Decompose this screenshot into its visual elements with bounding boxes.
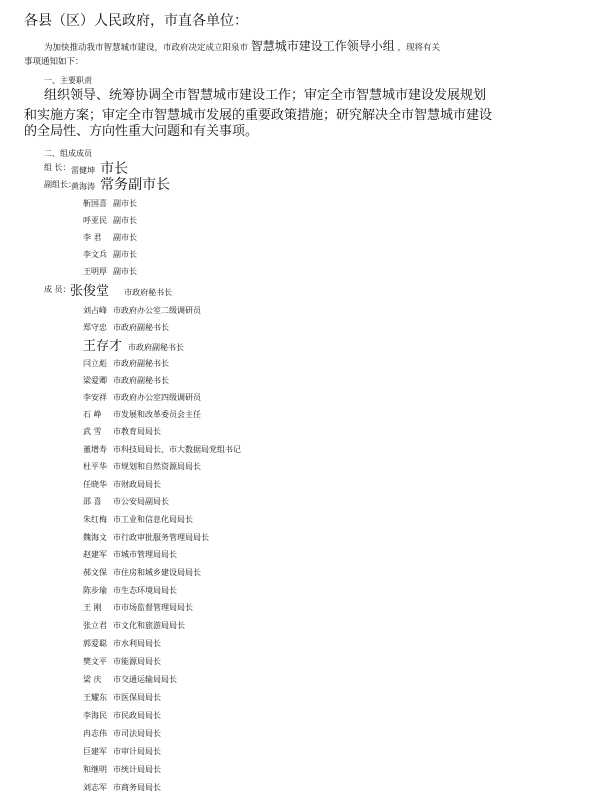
member-role: 市科技局局长、市大数据局党组书记 [113, 445, 241, 454]
member-list-item [83, 428, 161, 436]
member-name: 陈步瑜 [83, 586, 107, 595]
member-list-item [83, 694, 161, 702]
member-list-item [83, 604, 193, 612]
member-list-item [83, 377, 169, 385]
member-role: 市工业和信息化局局长 [113, 515, 193, 524]
intro-prefix-text: 为加快推动我市智慧城市建设，市政府决定成立阳泉市 [44, 43, 249, 53]
member-role: 市生态环境局局长 [113, 586, 177, 595]
member-name: 和继明 [83, 765, 107, 774]
member-role: 市教育局局长 [113, 427, 161, 436]
member-role: 市政府办公室四级调研员 [113, 393, 201, 402]
deputy-leader-name: 黄海涛 [71, 182, 95, 191]
member-list-item [83, 446, 241, 454]
deputy-name: 李文兵 [83, 250, 107, 259]
deputy-list-item [83, 234, 137, 242]
member-name: 朱红梅 [83, 515, 107, 524]
member-head-row [70, 282, 172, 298]
member-list-item [83, 498, 169, 506]
member-role: 市审计局局长 [113, 747, 161, 756]
deputy-list-item [83, 251, 137, 259]
section-title-main-duties: 一、主要职责 [44, 76, 92, 85]
member-name: 王 刚 [83, 603, 102, 612]
member-list-item [83, 360, 169, 368]
member-role: 市民政局局长 [113, 711, 161, 720]
member-list-item [83, 534, 209, 542]
member-list-item [83, 712, 161, 720]
duties-line-3: 的全局性、方向性重大问题和有关事项。 [24, 124, 259, 139]
member-role: 市司法局局长 [113, 729, 161, 738]
deputy-name: 李 君 [83, 233, 102, 242]
member-name: 郝文保 [83, 568, 107, 577]
member-name: 巨建军 [83, 747, 107, 756]
deputy-leader-row [71, 176, 170, 192]
deputy-role: 副市长 [113, 199, 137, 208]
member-name: 王耀东 [83, 693, 107, 702]
deputy-role: 副市长 [113, 250, 137, 259]
intro-emphasis-text: 智慧城市建设工作领导小组 [250, 39, 395, 53]
deputy-name: 靳国喜 [83, 199, 107, 208]
leader-label: 组 长： [44, 163, 71, 172]
member-list-item [83, 394, 201, 402]
member-role: 市住房和城乡建设局局长 [113, 568, 201, 577]
member-role: 市文化和旅游局局长 [113, 621, 185, 630]
member-role: 市商务局局长 [113, 783, 161, 792]
member-list-item [83, 622, 185, 630]
member-list-item [83, 784, 161, 792]
member-head-role: 市政府秘书长 [124, 288, 173, 297]
member-name: 李海民 [83, 711, 107, 720]
member-name: 梁爱卿 [83, 376, 107, 385]
member-list-item [83, 658, 161, 666]
member-name: 张立君 [83, 621, 107, 630]
member-list-item [83, 307, 201, 315]
member-list-item [83, 569, 201, 577]
member-list-item [83, 748, 161, 756]
member-list-item [83, 463, 201, 471]
intro-suffix-text: ，现将有关 [397, 43, 440, 53]
member-name: 董增寿 [83, 445, 107, 454]
member-name: 梁 庆 [83, 675, 102, 684]
member-name: 武 雪 [83, 427, 102, 436]
member-list-item [83, 411, 201, 419]
member-name: 郭爱聪 [83, 639, 107, 648]
duties-line-2: 和实施方案；审定全市智慧城市发展的重要政策措施；研究解决全市智慧城市建设 [24, 108, 493, 123]
member-name: 赵建军 [83, 550, 107, 559]
deputy-role: 副市长 [113, 267, 137, 276]
intro-paragraph-line-1 [44, 40, 440, 53]
member-role: 市统计局局长 [113, 765, 161, 774]
member-name: 任晓华 [83, 480, 107, 489]
deputy-list-item [83, 268, 137, 276]
member-role: 市城市管理局局长 [113, 550, 177, 559]
member-list-item [83, 766, 161, 774]
member-role: 市政府办公室二级调研员 [113, 306, 201, 315]
deputy-list-item [83, 217, 137, 225]
member-name: 杜平华 [83, 462, 107, 471]
member-role: 市行政审批服务管理局局长 [113, 533, 209, 542]
member-role: 市财政局局长 [113, 480, 161, 489]
member-role: 市政府副秘书长 [113, 323, 169, 332]
member-role: 市政府副秘书长 [128, 343, 185, 352]
member-list-item [83, 340, 184, 353]
member-role: 市规划和自然资源局局长 [113, 462, 201, 471]
member-name: 樊文平 [83, 657, 107, 666]
member-name: 郑守忠 [83, 323, 107, 332]
deputy-role: 副市长 [113, 233, 137, 242]
member-list-item [83, 324, 169, 332]
member-head-name: 张俊堂 [70, 284, 110, 299]
member-name: 刘志军 [83, 783, 107, 792]
member-name: 冉志伟 [83, 729, 107, 738]
member-name: 李安祥 [83, 393, 107, 402]
section-title-members: 二、组成成员 [44, 149, 92, 158]
deputy-leader-label: 副组长： [44, 180, 76, 189]
member-role: 市能源局局长 [113, 657, 161, 666]
member-list-item [83, 481, 161, 489]
member-name: 石 峥 [83, 410, 102, 419]
member-list-item [83, 551, 177, 559]
member-list-item [83, 640, 161, 648]
deputy-name: 呼亚民 [83, 216, 107, 225]
member-role: 市政府副秘书长 [113, 376, 169, 385]
salutation-text: 各县（区）人民政府，市直各单位： [24, 13, 248, 29]
member-name: 邵 喜 [83, 497, 102, 506]
member-label: 成 员： [44, 285, 71, 294]
member-role: 市交通运输局局长 [113, 675, 177, 684]
member-name: 魏海文 [83, 533, 107, 542]
deputy-name: 王明厚 [83, 267, 107, 276]
member-role: 市医保局局长 [113, 693, 161, 702]
member-name: 王存才 [83, 339, 123, 354]
member-role: 市发展和改革委员会主任 [113, 410, 201, 419]
member-list-item [83, 516, 193, 524]
deputy-role: 副市长 [113, 216, 137, 225]
member-list-item [83, 676, 177, 684]
leader-title: 市长 [100, 161, 129, 177]
deputy-list-item [83, 200, 137, 208]
deputy-leader-title: 常务副市长 [100, 177, 171, 193]
member-role: 市水利局局长 [113, 639, 161, 648]
leader-name: 雷健坤 [71, 166, 95, 175]
duties-line-1: 组织领导、统筹协调全市智慧城市建设工作；审定全市智慧城市建设发展规划 [44, 88, 487, 103]
member-list-item [83, 587, 177, 595]
member-list-item [83, 730, 161, 738]
member-name: 刘占峰 [83, 306, 107, 315]
member-role: 市市场监督管理局局长 [113, 603, 193, 612]
member-name: 闫立彪 [83, 359, 107, 368]
member-role: 市政府副秘书长 [113, 359, 169, 368]
intro-paragraph-line-2: 事项通知如下： [24, 57, 84, 67]
member-role: 市公安局副局长 [113, 497, 169, 506]
